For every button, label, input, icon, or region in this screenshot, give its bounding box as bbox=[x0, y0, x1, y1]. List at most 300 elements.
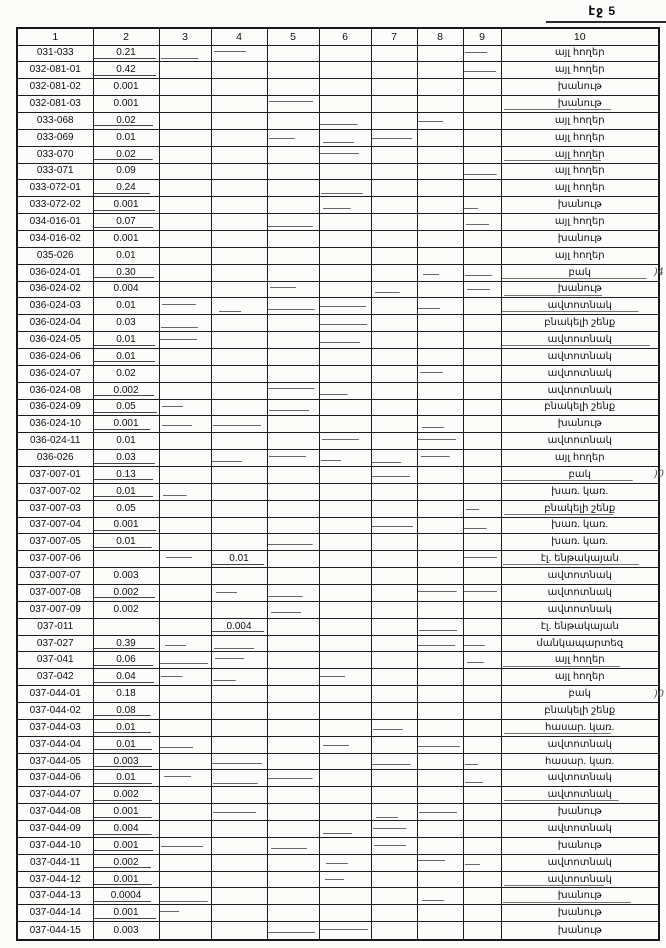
cell-col5 bbox=[267, 888, 319, 905]
parcel-code-cell: 037-044-06 bbox=[17, 770, 93, 787]
cell-col7 bbox=[371, 837, 417, 854]
cell-col8 bbox=[417, 517, 463, 534]
cell-col9 bbox=[463, 163, 501, 180]
area-main-cell: 0.01 bbox=[93, 483, 159, 500]
cell-col9 bbox=[463, 230, 501, 247]
cell-col8 bbox=[417, 804, 463, 821]
cell-col8 bbox=[417, 264, 463, 281]
cell-col5 bbox=[267, 618, 319, 635]
column-header: 4 bbox=[211, 28, 267, 45]
land-use-cell: խառ. կառ. bbox=[501, 534, 659, 551]
area-main-cell: 0.001 bbox=[93, 804, 159, 821]
area-main-cell: 0.01 bbox=[93, 433, 159, 450]
area-main-cell: 0.24 bbox=[93, 180, 159, 197]
cell-col3 bbox=[159, 804, 211, 821]
parcel-code-cell: 037-044-04 bbox=[17, 736, 93, 753]
cell-col7 bbox=[371, 483, 417, 500]
land-use-cell: խանութ bbox=[501, 281, 659, 298]
table-row bbox=[17, 348, 659, 365]
cell-col9 bbox=[463, 483, 501, 500]
cell-col9 bbox=[463, 821, 501, 838]
parcel-code-cell: 036-024-08 bbox=[17, 382, 93, 399]
cell-col7 bbox=[371, 618, 417, 635]
area-col4-cell bbox=[211, 281, 267, 298]
table-row bbox=[17, 112, 659, 129]
table-row bbox=[17, 433, 659, 450]
cell-col5 bbox=[267, 601, 319, 618]
cell-col6 bbox=[319, 736, 371, 753]
cell-col7 bbox=[371, 466, 417, 483]
cell-col3 bbox=[159, 230, 211, 247]
land-use-cell: ավտոտնակ bbox=[501, 736, 659, 753]
area-col4-cell bbox=[211, 298, 267, 315]
table-row bbox=[17, 79, 659, 96]
cell-col6 bbox=[319, 534, 371, 551]
cadastre-table bbox=[16, 27, 660, 941]
cell-col7 bbox=[371, 214, 417, 231]
cell-col7 bbox=[371, 332, 417, 349]
parcel-code-cell: 033-070 bbox=[17, 146, 93, 163]
area-main-cell: 0.13 bbox=[93, 466, 159, 483]
cell-col3 bbox=[159, 753, 211, 770]
cell-col7 bbox=[371, 62, 417, 79]
area-col4-cell bbox=[211, 399, 267, 416]
area-col4-cell bbox=[211, 568, 267, 585]
table-row bbox=[17, 888, 659, 905]
cell-col3 bbox=[159, 96, 211, 113]
table-row bbox=[17, 466, 659, 483]
area-main-cell: 0.003 bbox=[93, 568, 159, 585]
cell-col7 bbox=[371, 247, 417, 264]
land-use-cell: խառ. կառ. bbox=[501, 517, 659, 534]
cell-col7 bbox=[371, 669, 417, 686]
cell-col6 bbox=[319, 264, 371, 281]
cell-col6 bbox=[319, 551, 371, 568]
area-col4-cell bbox=[211, 753, 267, 770]
land-use-cell: ավտոտնակ bbox=[501, 365, 659, 382]
cell-col6 bbox=[319, 230, 371, 247]
table-row bbox=[17, 247, 659, 264]
land-use-cell: ավտոտնակ bbox=[501, 348, 659, 365]
cell-col5 bbox=[267, 146, 319, 163]
cell-col7 bbox=[371, 298, 417, 315]
cell-col6 bbox=[319, 703, 371, 720]
cell-col9 bbox=[463, 433, 501, 450]
area-col4-cell bbox=[211, 382, 267, 399]
cell-col5 bbox=[267, 433, 319, 450]
area-main-cell: 0.30 bbox=[93, 264, 159, 281]
cell-col9 bbox=[463, 129, 501, 146]
cell-col6 bbox=[319, 450, 371, 467]
area-col4-cell bbox=[211, 45, 267, 62]
land-use-cell: խանութ bbox=[501, 79, 659, 96]
cell-col3 bbox=[159, 770, 211, 787]
cell-col8 bbox=[417, 500, 463, 517]
cell-col7 bbox=[371, 686, 417, 703]
area-main-cell: 0.05 bbox=[93, 500, 159, 517]
cell-col7 bbox=[371, 719, 417, 736]
cell-col6 bbox=[319, 146, 371, 163]
cell-col9 bbox=[463, 348, 501, 365]
cell-col5 bbox=[267, 551, 319, 568]
parcel-code-cell: 037-007-04 bbox=[17, 517, 93, 534]
page-number-label: էջ 5 bbox=[588, 4, 616, 18]
cell-col9 bbox=[463, 382, 501, 399]
land-use-cell: ավտոտնակ bbox=[501, 601, 659, 618]
cell-col5 bbox=[267, 180, 319, 197]
cell-col3 bbox=[159, 703, 211, 720]
cell-col5 bbox=[267, 837, 319, 854]
area-main-cell: 0.01 bbox=[93, 770, 159, 787]
cell-col3 bbox=[159, 787, 211, 804]
land-use-cell: այլ հողեր bbox=[501, 62, 659, 79]
land-use-cell: հասար. կառ. bbox=[501, 719, 659, 736]
cell-col6 bbox=[319, 281, 371, 298]
cell-col7 bbox=[371, 905, 417, 922]
area-col4-cell bbox=[211, 601, 267, 618]
land-use-cell: բակ bbox=[501, 686, 659, 703]
cell-col5 bbox=[267, 770, 319, 787]
cell-col3 bbox=[159, 483, 211, 500]
cell-col9 bbox=[463, 787, 501, 804]
cell-col9 bbox=[463, 585, 501, 602]
area-main-cell: 0.01 bbox=[93, 298, 159, 315]
area-col4-cell bbox=[211, 821, 267, 838]
cell-col5 bbox=[267, 534, 319, 551]
handwritten-margin-mark: )4 bbox=[653, 267, 664, 279]
cell-col7 bbox=[371, 922, 417, 940]
cell-col8 bbox=[417, 837, 463, 854]
area-main-cell: 0.001 bbox=[93, 837, 159, 854]
cell-col3 bbox=[159, 332, 211, 349]
cell-col3 bbox=[159, 45, 211, 62]
cell-col8 bbox=[417, 79, 463, 96]
area-main-cell: 0.002 bbox=[93, 854, 159, 871]
cell-col7 bbox=[371, 534, 417, 551]
cell-col8 bbox=[417, 180, 463, 197]
table-row bbox=[17, 854, 659, 871]
area-main-cell: 0.07 bbox=[93, 214, 159, 231]
area-col4-cell bbox=[211, 517, 267, 534]
cell-col6 bbox=[319, 804, 371, 821]
table-row bbox=[17, 180, 659, 197]
land-use-cell: խառ. կառ. bbox=[501, 483, 659, 500]
area-main-cell: 0.001 bbox=[93, 197, 159, 214]
area-main-cell: 0.002 bbox=[93, 382, 159, 399]
land-use-cell: այլ հողեր bbox=[501, 129, 659, 146]
cell-col6 bbox=[319, 821, 371, 838]
area-col4-cell bbox=[211, 332, 267, 349]
area-main-cell: 0.02 bbox=[93, 146, 159, 163]
area-col4-cell bbox=[211, 214, 267, 231]
cell-col9 bbox=[463, 753, 501, 770]
parcel-code-cell: 037-011 bbox=[17, 618, 93, 635]
land-use-cell: խանութ bbox=[501, 197, 659, 214]
cell-col9 bbox=[463, 922, 501, 940]
parcel-code-cell: 036-024-11 bbox=[17, 433, 93, 450]
cell-col8 bbox=[417, 686, 463, 703]
cell-col8 bbox=[417, 146, 463, 163]
cell-col6 bbox=[319, 871, 371, 888]
cell-col9 bbox=[463, 399, 501, 416]
land-use-cell: ավտոտնակ bbox=[501, 298, 659, 315]
cell-col8 bbox=[417, 854, 463, 871]
cell-col7 bbox=[371, 112, 417, 129]
area-main-cell: 0.04 bbox=[93, 669, 159, 686]
cell-col5 bbox=[267, 264, 319, 281]
cell-col3 bbox=[159, 146, 211, 163]
area-main-cell: 0.004 bbox=[93, 821, 159, 838]
cell-col9 bbox=[463, 197, 501, 214]
cell-col7 bbox=[371, 804, 417, 821]
land-use-cell: ավտոտնակ bbox=[501, 382, 659, 399]
cell-col6 bbox=[319, 197, 371, 214]
cell-col5 bbox=[267, 753, 319, 770]
cell-col5 bbox=[267, 450, 319, 467]
cell-col6 bbox=[319, 247, 371, 264]
area-col4-cell bbox=[211, 79, 267, 96]
cell-col3 bbox=[159, 635, 211, 652]
area-col4-cell bbox=[211, 197, 267, 214]
parcel-code-cell: 037-044-07 bbox=[17, 787, 93, 804]
land-use-cell: այլ հողեր bbox=[501, 214, 659, 231]
table-row bbox=[17, 787, 659, 804]
cell-col5 bbox=[267, 62, 319, 79]
table-row bbox=[17, 635, 659, 652]
parcel-code-cell: 037-041 bbox=[17, 652, 93, 669]
land-use-cell: ավտոտնակ bbox=[501, 433, 659, 450]
cell-col9 bbox=[463, 888, 501, 905]
cell-col5 bbox=[267, 163, 319, 180]
table-row bbox=[17, 669, 659, 686]
cell-col3 bbox=[159, 854, 211, 871]
land-use-cell: բնակելի շենք bbox=[501, 500, 659, 517]
parcel-code-cell: 037-044-01 bbox=[17, 686, 93, 703]
cell-col6 bbox=[319, 854, 371, 871]
land-use-cell: էլ. ենթակայան bbox=[501, 551, 659, 568]
cell-col6 bbox=[319, 753, 371, 770]
cell-col8 bbox=[417, 787, 463, 804]
cell-col5 bbox=[267, 804, 319, 821]
area-col4-cell bbox=[211, 770, 267, 787]
area-col4-cell bbox=[211, 163, 267, 180]
cell-col6 bbox=[319, 669, 371, 686]
table-row bbox=[17, 416, 659, 433]
area-col4-cell bbox=[211, 585, 267, 602]
parcel-code-cell: 036-026 bbox=[17, 450, 93, 467]
land-use-cell: ավտոտնակ bbox=[501, 332, 659, 349]
parcel-code-cell: 034-016-01 bbox=[17, 214, 93, 231]
area-main-cell: 0.0004 bbox=[93, 888, 159, 905]
cell-col6 bbox=[319, 348, 371, 365]
cell-col6 bbox=[319, 837, 371, 854]
cell-col3 bbox=[159, 821, 211, 838]
area-main-cell: 0.001 bbox=[93, 230, 159, 247]
area-col4-cell bbox=[211, 736, 267, 753]
cell-col7 bbox=[371, 315, 417, 332]
cell-col3 bbox=[159, 601, 211, 618]
cell-col9 bbox=[463, 719, 501, 736]
cell-col6 bbox=[319, 483, 371, 500]
cell-col5 bbox=[267, 382, 319, 399]
area-col4-cell bbox=[211, 804, 267, 821]
cell-col7 bbox=[371, 854, 417, 871]
cell-col3 bbox=[159, 500, 211, 517]
cell-col6 bbox=[319, 787, 371, 804]
cell-col5 bbox=[267, 635, 319, 652]
area-main-cell: 0.01 bbox=[93, 129, 159, 146]
cell-col8 bbox=[417, 585, 463, 602]
cell-col8 bbox=[417, 433, 463, 450]
table-row bbox=[17, 585, 659, 602]
cell-col3 bbox=[159, 922, 211, 940]
cell-col9 bbox=[463, 534, 501, 551]
cell-col3 bbox=[159, 129, 211, 146]
parcel-code-cell: 037-007-03 bbox=[17, 500, 93, 517]
cell-col9 bbox=[463, 79, 501, 96]
table-row bbox=[17, 298, 659, 315]
area-main-cell: 0.001 bbox=[93, 416, 159, 433]
area-col4-cell bbox=[211, 534, 267, 551]
parcel-code-cell: 036-024-01 bbox=[17, 264, 93, 281]
area-col4-cell: 0.01 bbox=[211, 551, 267, 568]
cell-col8 bbox=[417, 551, 463, 568]
cell-col7 bbox=[371, 635, 417, 652]
cell-col5 bbox=[267, 79, 319, 96]
cell-col5 bbox=[267, 703, 319, 720]
parcel-code-cell: 037-027 bbox=[17, 635, 93, 652]
cell-col8 bbox=[417, 719, 463, 736]
table-row bbox=[17, 753, 659, 770]
cell-col9 bbox=[463, 365, 501, 382]
cell-col9 bbox=[463, 247, 501, 264]
cell-col6 bbox=[319, 382, 371, 399]
parcel-code-cell: 037-042 bbox=[17, 669, 93, 686]
parcel-code-cell: 037-007-02 bbox=[17, 483, 93, 500]
cell-col9 bbox=[463, 601, 501, 618]
cell-col5 bbox=[267, 298, 319, 315]
cell-col3 bbox=[159, 365, 211, 382]
cell-col8 bbox=[417, 416, 463, 433]
table-row bbox=[17, 281, 659, 298]
cell-col7 bbox=[371, 753, 417, 770]
cell-col8 bbox=[417, 703, 463, 720]
land-use-cell: այլ հողեր bbox=[501, 112, 659, 129]
cell-col9 bbox=[463, 703, 501, 720]
land-use-cell: խանութ bbox=[501, 230, 659, 247]
table-row bbox=[17, 719, 659, 736]
cell-col9 bbox=[463, 264, 501, 281]
cell-col6 bbox=[319, 45, 371, 62]
cell-col6 bbox=[319, 601, 371, 618]
land-use-cell: բնակելի շենք bbox=[501, 703, 659, 720]
cell-col5 bbox=[267, 230, 319, 247]
cell-col8 bbox=[417, 736, 463, 753]
cell-col3 bbox=[159, 62, 211, 79]
cell-col6 bbox=[319, 79, 371, 96]
area-main-cell: 0.03 bbox=[93, 450, 159, 467]
cell-col5 bbox=[267, 416, 319, 433]
cell-col5 bbox=[267, 871, 319, 888]
area-col4-cell bbox=[211, 129, 267, 146]
table-row bbox=[17, 264, 659, 281]
area-main-cell: 0.01 bbox=[93, 348, 159, 365]
cell-col3 bbox=[159, 837, 211, 854]
parcel-code-cell: 037-044-10 bbox=[17, 837, 93, 854]
cell-col8 bbox=[417, 905, 463, 922]
area-main-cell: 0.004 bbox=[93, 281, 159, 298]
cell-col5 bbox=[267, 365, 319, 382]
table-row bbox=[17, 214, 659, 231]
cell-col7 bbox=[371, 736, 417, 753]
parcel-code-cell: 037-007-01 bbox=[17, 466, 93, 483]
parcel-code-cell: 037-044-09 bbox=[17, 821, 93, 838]
cell-col3 bbox=[159, 669, 211, 686]
area-main-cell: 0.21 bbox=[93, 45, 159, 62]
parcel-code-cell: 037-007-05 bbox=[17, 534, 93, 551]
cell-col7 bbox=[371, 264, 417, 281]
area-main-cell: 0.01 bbox=[93, 332, 159, 349]
cell-col8 bbox=[417, 770, 463, 787]
cell-col8 bbox=[417, 450, 463, 467]
cell-col7 bbox=[371, 517, 417, 534]
parcel-code-cell: 033-068 bbox=[17, 112, 93, 129]
column-header: 9 bbox=[463, 28, 501, 45]
parcel-code-cell: 036-024-06 bbox=[17, 348, 93, 365]
parcel-code-cell: 037-044-03 bbox=[17, 719, 93, 736]
cell-col7 bbox=[371, 450, 417, 467]
cell-col5 bbox=[267, 129, 319, 146]
area-col4-cell bbox=[211, 635, 267, 652]
cell-col8 bbox=[417, 247, 463, 264]
parcel-code-cell: 037-044-08 bbox=[17, 804, 93, 821]
cell-col7 bbox=[371, 79, 417, 96]
cell-col8 bbox=[417, 534, 463, 551]
land-use-cell: ավտոտնակ bbox=[501, 871, 659, 888]
table-row bbox=[17, 197, 659, 214]
table-row bbox=[17, 821, 659, 838]
land-use-cell: բնակելի շենք bbox=[501, 315, 659, 332]
cell-col7 bbox=[371, 45, 417, 62]
table-body bbox=[17, 45, 659, 940]
cell-col9 bbox=[463, 905, 501, 922]
cell-col6 bbox=[319, 163, 371, 180]
table-row bbox=[17, 804, 659, 821]
land-use-cell: այլ հողեր bbox=[501, 163, 659, 180]
cell-col5 bbox=[267, 112, 319, 129]
cell-col5 bbox=[267, 332, 319, 349]
area-main-cell: 0.03 bbox=[93, 315, 159, 332]
area-main-cell: 0.18 bbox=[93, 686, 159, 703]
cell-col9 bbox=[463, 298, 501, 315]
parcel-code-cell: 037-007-09 bbox=[17, 601, 93, 618]
cell-col3 bbox=[159, 450, 211, 467]
area-col4-cell bbox=[211, 348, 267, 365]
land-use-cell: խանութ bbox=[501, 837, 659, 854]
table-row bbox=[17, 770, 659, 787]
cell-col8 bbox=[417, 112, 463, 129]
table-row bbox=[17, 332, 659, 349]
land-use-cell: հասար. կառ. bbox=[501, 753, 659, 770]
cell-col6 bbox=[319, 652, 371, 669]
area-col4-cell bbox=[211, 703, 267, 720]
cell-col5 bbox=[267, 96, 319, 113]
parcel-code-cell: 036-024-04 bbox=[17, 315, 93, 332]
cell-col3 bbox=[159, 551, 211, 568]
cell-col9 bbox=[463, 635, 501, 652]
cell-col3 bbox=[159, 888, 211, 905]
land-use-cell: խանութ bbox=[501, 804, 659, 821]
